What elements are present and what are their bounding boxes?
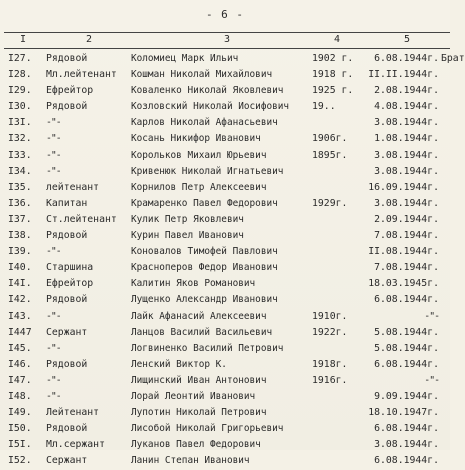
row-birth-year: 1925 г.	[312, 85, 354, 97]
row-name: Корнилов Петр Алексеевич	[131, 181, 267, 193]
row-date: 6.08.1944г.	[374, 455, 439, 467]
table-row	[0, 229, 450, 245]
row-number: I43.	[8, 310, 32, 322]
row-date: 3.08.1944г.	[374, 117, 439, 129]
row-rank: -"-	[46, 117, 61, 129]
table-row	[0, 342, 450, 358]
row-rank: Старшина	[46, 262, 94, 274]
row-number: I28.	[8, 69, 32, 81]
row-rank: Лейтенант	[46, 407, 100, 419]
row-number: I50.	[8, 423, 32, 435]
row-date: 4.08.1944г.	[374, 101, 439, 113]
row-rank: -"-	[46, 342, 61, 354]
row-number: I4I.	[8, 278, 32, 290]
row-number: I29.	[8, 85, 32, 97]
row-date: 5.08.1944г.	[374, 326, 439, 338]
row-name: Лайк Афанасий Алексеевич	[131, 310, 267, 322]
row-number: I5I.	[8, 439, 32, 451]
row-number: I38.	[8, 230, 32, 242]
row-number: I46.	[8, 358, 32, 370]
row-name: Ланин Степан Иванович	[131, 455, 250, 467]
row-name: Крамаренко Павел Федорович	[131, 197, 278, 209]
row-name: Коломиец Марк Ильич	[131, 53, 239, 64]
table-row	[0, 293, 450, 309]
row-birth-year: 1895г.	[312, 149, 348, 161]
row-number: I447	[8, 326, 32, 338]
row-date: 18.03.1945г.	[368, 278, 439, 290]
row-birth-year: 19..	[312, 101, 336, 113]
row-name: Коновалов Тимофей Павлович	[131, 246, 278, 258]
row-date: 3.08.1944г.	[374, 439, 439, 451]
row-number: I3I.	[8, 117, 32, 129]
header-col-2: 2	[86, 34, 93, 45]
row-rank: -"-	[46, 310, 61, 322]
table-row	[0, 390, 450, 406]
table-row	[0, 374, 450, 390]
row-birth-year: 1918 г.	[312, 69, 354, 81]
row-name: Курин Павел Иванович	[131, 230, 244, 242]
row-rank: Ефрейтор	[46, 278, 94, 290]
row-number: I33.	[8, 149, 32, 161]
row-name: Козловский Николай Иосифович	[131, 101, 290, 113]
row-date: 1.08.1944г.	[374, 133, 439, 145]
row-rank: Рядовой	[46, 358, 88, 370]
row-date: 6.08.1944г.	[374, 423, 439, 435]
row-rank: Ст.лейтенант	[46, 213, 117, 225]
row-rank: -"-	[46, 390, 61, 402]
row-rank: лейтенант	[46, 181, 100, 193]
row-name: Луканов Павел Федорович	[131, 439, 261, 451]
row-rank: Сержант	[46, 326, 88, 338]
page-number: - 6 -	[205, 8, 245, 21]
header-col-5: 5	[404, 34, 411, 45]
row-name: Кривенюк Николай Игнатьевич	[131, 165, 284, 177]
row-birth-year: 1902 г.	[312, 53, 354, 64]
header-top-rule	[4, 32, 450, 33]
table-row	[0, 326, 450, 342]
row-date: 7.08.1944г.	[374, 230, 439, 242]
row-date: II.08.1944г.	[368, 246, 439, 258]
row-number: I39.	[8, 246, 32, 258]
row-birth-year: 1929г.	[312, 197, 348, 209]
row-number: I27.	[8, 53, 32, 64]
row-date: 6.08.1944г.	[374, 294, 439, 306]
row-name: Кошман Николай Михайлович	[131, 69, 273, 81]
row-date: 3.08.1944г.	[374, 149, 439, 161]
table-row	[0, 422, 450, 438]
table-row	[0, 165, 450, 181]
row-date: 3.08.1944г.	[374, 197, 439, 209]
table-row	[0, 261, 450, 277]
row-rank: Капитан	[46, 197, 88, 209]
row-name: Лищинский Иван Антонович	[131, 374, 267, 386]
row-name: Корольков Михаил Юрьевич	[131, 149, 267, 161]
row-rank: Рядовой	[46, 53, 88, 64]
row-name: Логвиненко Василий Петрович	[131, 342, 284, 354]
row-name: Лисобой Николай Григорьевич	[131, 423, 284, 435]
row-number: I36.	[8, 197, 32, 209]
row-name: Ланцов Василий Васильевич	[131, 326, 273, 338]
row-number: I30.	[8, 101, 32, 113]
row-name: Кулик Петр Яковлевич	[131, 213, 244, 225]
row-rank: -"-	[46, 149, 61, 161]
row-name: Карлов Николай Афанасьевич	[131, 117, 278, 129]
row-name: Ленский Виктор К.	[131, 358, 227, 370]
row-number: I32.	[8, 133, 32, 145]
row-date: 2.08.1944г.	[374, 85, 439, 97]
row-birth-year: 1906г.	[312, 133, 348, 145]
row-rank: Рядовой	[46, 230, 88, 242]
row-date: II.II.1944г.	[368, 69, 439, 81]
table-header	[6, 34, 450, 48]
row-date: 6.08.1944г.	[374, 358, 439, 370]
table-row	[0, 277, 450, 293]
row-date: 5.08.1944г.	[374, 342, 439, 354]
row-birth-year: 1922г.	[312, 326, 348, 338]
table-row	[0, 84, 450, 100]
row-birth-year: 1910г.	[312, 310, 348, 322]
row-name: Лущенко Александр Иванович	[131, 294, 278, 306]
row-birth-year: 1918г.	[312, 358, 348, 370]
row-number: I52.	[8, 455, 32, 467]
row-date: 2.09.1944г.	[374, 213, 439, 225]
table-row	[0, 310, 450, 326]
table-row	[0, 100, 450, 116]
row-note: Брат	[441, 53, 465, 64]
table-row	[0, 438, 450, 454]
row-number: I37.	[8, 213, 32, 225]
table-row	[0, 197, 450, 213]
row-rank: -"-	[46, 246, 61, 258]
row-name: Лупотин Николай Петрович	[131, 407, 267, 419]
row-date: 6.08.1944г.	[374, 53, 439, 64]
row-number: I45.	[8, 342, 32, 354]
table-row	[0, 116, 450, 132]
table-row	[0, 213, 450, 229]
table-row	[0, 68, 450, 84]
row-rank: Рядовой	[46, 101, 88, 113]
table-row	[0, 149, 450, 165]
row-rank: Мл.лейтенант	[46, 69, 117, 81]
table-body	[0, 52, 465, 470]
header-col-4: 4	[334, 34, 341, 45]
row-rank: -"-	[46, 165, 61, 177]
row-rank: Сержант	[46, 455, 88, 467]
row-number: I40.	[8, 262, 32, 274]
row-rank: Рядовой	[46, 423, 88, 435]
row-name: Коваленко Николай Яковлевич	[131, 85, 284, 97]
header-col-1: I	[20, 34, 27, 45]
table-row	[0, 52, 465, 68]
table-row	[0, 406, 450, 422]
table-row	[0, 132, 450, 148]
row-birth-year: 1916г.	[312, 374, 348, 386]
row-name: Калитин Яков Романович	[131, 278, 256, 290]
row-number: I47.	[8, 374, 32, 386]
row-date: 18.10.1947г.	[368, 407, 439, 419]
row-number: I34.	[8, 165, 32, 177]
row-rank: Мл.сержант	[46, 439, 105, 451]
table-row	[0, 181, 450, 197]
row-number: I48.	[8, 390, 32, 402]
row-rank: -"-	[46, 133, 61, 145]
row-rank: -"-	[46, 374, 61, 386]
row-name: Косань Никифор Иванович	[131, 133, 261, 145]
table-row	[0, 358, 450, 374]
row-date: 3.08.1944г.	[374, 165, 439, 177]
row-date: -"-	[424, 374, 439, 386]
row-number: I49.	[8, 407, 32, 419]
header-bottom-rule	[4, 48, 450, 49]
row-date: 7.08.1944г.	[374, 262, 439, 274]
row-date: 16.09.1944г.	[368, 181, 439, 193]
row-rank: Рядовой	[46, 294, 88, 306]
row-number: I42.	[8, 294, 32, 306]
row-number: I35.	[8, 181, 32, 193]
table-row	[0, 245, 450, 261]
row-rank: Ефрейтор	[46, 85, 94, 97]
row-name: Красноперов Федор Иванович	[131, 262, 278, 274]
table-row	[0, 454, 450, 470]
row-date: -"-	[424, 310, 439, 322]
row-date: 9.09.1944г.	[374, 390, 439, 402]
header-col-3: 3	[224, 34, 231, 45]
row-name: Лорай Леонтий Иванович	[131, 390, 256, 402]
